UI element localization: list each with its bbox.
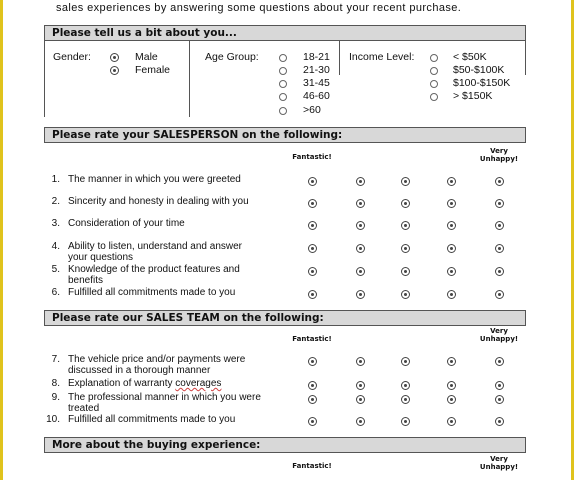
income-level-label: Income Level: <box>349 51 415 63</box>
income-option: < $50K <box>453 51 487 63</box>
age-option: 31-45 <box>303 77 330 89</box>
rating-radio-4[interactable] <box>447 244 456 253</box>
rating-radio-1[interactable] <box>308 417 317 426</box>
question-number: 5. <box>51 264 60 275</box>
question-text: Consideration of your time <box>68 218 185 229</box>
rating-radio-1[interactable] <box>308 290 317 299</box>
question-text <box>68 378 263 389</box>
rating-radio-5[interactable] <box>495 244 504 253</box>
scale-label-unhappy: Unhappy! <box>479 463 519 471</box>
rating-radio-2[interactable] <box>356 267 365 276</box>
rating-radio-2[interactable] <box>356 244 365 253</box>
gender-option-male: Male <box>135 51 158 63</box>
question-number: 8. <box>51 378 60 389</box>
survey-form <box>44 0 526 480</box>
rating-radio-4[interactable] <box>447 417 456 426</box>
rating-radio-2[interactable] <box>356 381 365 390</box>
rating-radio-3[interactable] <box>401 381 410 390</box>
age-radio[interactable] <box>279 80 287 88</box>
scale-label-fantastic: Fantastic! <box>292 153 332 161</box>
age-radio[interactable] <box>279 67 287 75</box>
divider <box>339 41 340 75</box>
rating-radio-5[interactable] <box>495 177 504 186</box>
rating-radio-5[interactable] <box>495 290 504 299</box>
question-text: Knowledge of the product features and benefits <box>68 264 240 286</box>
income-option: > $150K <box>453 90 493 102</box>
age-radio[interactable] <box>279 54 287 62</box>
age-option: 21-30 <box>303 64 330 76</box>
question-number: 10. <box>46 414 60 425</box>
rating-radio-1[interactable] <box>308 381 317 390</box>
rating-radio-5[interactable] <box>495 199 504 208</box>
rating-radio-2[interactable] <box>356 417 365 426</box>
scale-label-unhappy: Unhappy! <box>479 335 519 343</box>
rating-radio-1[interactable] <box>308 221 317 230</box>
rating-radio-1[interactable] <box>308 177 317 186</box>
income-radio[interactable] <box>430 93 438 101</box>
income-radio[interactable] <box>430 54 438 62</box>
rating-radio-2[interactable] <box>356 395 365 404</box>
scale-label-very: Very <box>490 147 508 155</box>
question-text-part: Explanation of warranty <box>68 378 176 389</box>
income-option: $100-$150K <box>453 77 511 89</box>
rating-radio-5[interactable] <box>495 221 504 230</box>
rating-radio-4[interactable] <box>447 221 456 230</box>
rating-radio-4[interactable] <box>447 177 456 186</box>
rating-radio-2[interactable] <box>356 199 365 208</box>
section-header-salesperson: Please rate your SALESPERSON on the following: <box>44 127 526 143</box>
rating-radio-4[interactable] <box>447 381 456 390</box>
question-text: The manner in which you were greeted <box>68 174 241 185</box>
question-number: 7. <box>51 354 60 365</box>
rating-radio-4[interactable] <box>447 290 456 299</box>
divider <box>189 41 190 117</box>
rating-radio-3[interactable] <box>401 395 410 404</box>
question-number: 2. <box>51 196 60 207</box>
rating-radio-1[interactable] <box>308 395 317 404</box>
question-text: The professional manner in which you were treated <box>68 392 261 414</box>
age-option: 18-21 <box>303 51 330 63</box>
question-number: 4. <box>51 241 60 252</box>
gender-option-female: Female <box>135 64 171 76</box>
rating-radio-4[interactable] <box>447 395 456 404</box>
scale-label-unhappy: Unhappy! <box>479 155 519 163</box>
scale-label-very: Very <box>490 455 508 463</box>
scale-label-fantastic: Fantastic! <box>292 335 332 343</box>
rating-radio-1[interactable] <box>308 267 317 276</box>
rating-radio-1[interactable] <box>308 244 317 253</box>
question-text: The vehicle price and/or payments were discussed in a thorough manner <box>68 354 246 376</box>
question-number: 1. <box>51 174 60 185</box>
income-radio[interactable] <box>430 67 438 75</box>
question-text: Fulfilled all commitments made to you <box>68 287 236 298</box>
rating-radio-3[interactable] <box>401 177 410 186</box>
gender-label: Gender: <box>53 51 91 63</box>
gender-radio-male[interactable] <box>110 53 119 62</box>
rating-radio-3[interactable] <box>401 244 410 253</box>
rating-radio-3[interactable] <box>401 417 410 426</box>
age-radio[interactable] <box>279 107 287 115</box>
rating-radio-5[interactable] <box>495 267 504 276</box>
rating-radio-5[interactable] <box>495 357 504 366</box>
rating-radio-2[interactable] <box>356 221 365 230</box>
age-group-label: Age Group: <box>205 51 259 63</box>
age-option: >60 <box>303 104 321 116</box>
scale-label-fantastic: Fantastic! <box>292 462 332 470</box>
question-text: Ability to listen, understand and answer your questions <box>68 241 242 263</box>
intro-text: sales experiences by answering some questions about your recent purchase. <box>56 2 462 14</box>
section-header-buying-experience: More about the buying experience: <box>44 437 526 453</box>
income-option: $50-$100K <box>453 64 505 76</box>
question-number: 3. <box>51 218 60 229</box>
divider <box>525 41 526 75</box>
divider <box>44 41 45 117</box>
rating-radio-1[interactable] <box>308 199 317 208</box>
question-number: 9. <box>51 392 60 403</box>
rating-radio-5[interactable] <box>495 417 504 426</box>
rating-radio-3[interactable] <box>401 199 410 208</box>
rating-radio-2[interactable] <box>356 357 365 366</box>
rating-radio-5[interactable] <box>495 381 504 390</box>
rating-radio-3[interactable] <box>401 357 410 366</box>
rating-radio-4[interactable] <box>447 199 456 208</box>
income-radio[interactable] <box>430 80 438 88</box>
rating-radio-5[interactable] <box>495 395 504 404</box>
rating-radio-3[interactable] <box>401 221 410 230</box>
section-header-sales-team: Please rate our SALES TEAM on the following: <box>44 310 526 326</box>
age-option: 46-60 <box>303 90 330 102</box>
rating-radio-3[interactable] <box>401 290 410 299</box>
rating-radio-2[interactable] <box>356 177 365 186</box>
rating-radio-4[interactable] <box>447 267 456 276</box>
spellcheck-underlined-word: coverages <box>175 378 222 389</box>
section-header-about: Please tell us a bit about you... <box>44 25 526 41</box>
question-text: Sincerity and honesty in dealing with you <box>68 196 249 207</box>
rating-radio-2[interactable] <box>356 290 365 299</box>
scale-label-very: Very <box>490 327 508 335</box>
rating-radio-1[interactable] <box>308 357 317 366</box>
gender-radio-female[interactable] <box>110 66 119 75</box>
rating-radio-4[interactable] <box>447 357 456 366</box>
question-number: 6. <box>51 287 60 298</box>
rating-radio-3[interactable] <box>401 267 410 276</box>
age-radio[interactable] <box>279 93 287 101</box>
question-text: Fulfilled all commitments made to you <box>68 414 236 425</box>
